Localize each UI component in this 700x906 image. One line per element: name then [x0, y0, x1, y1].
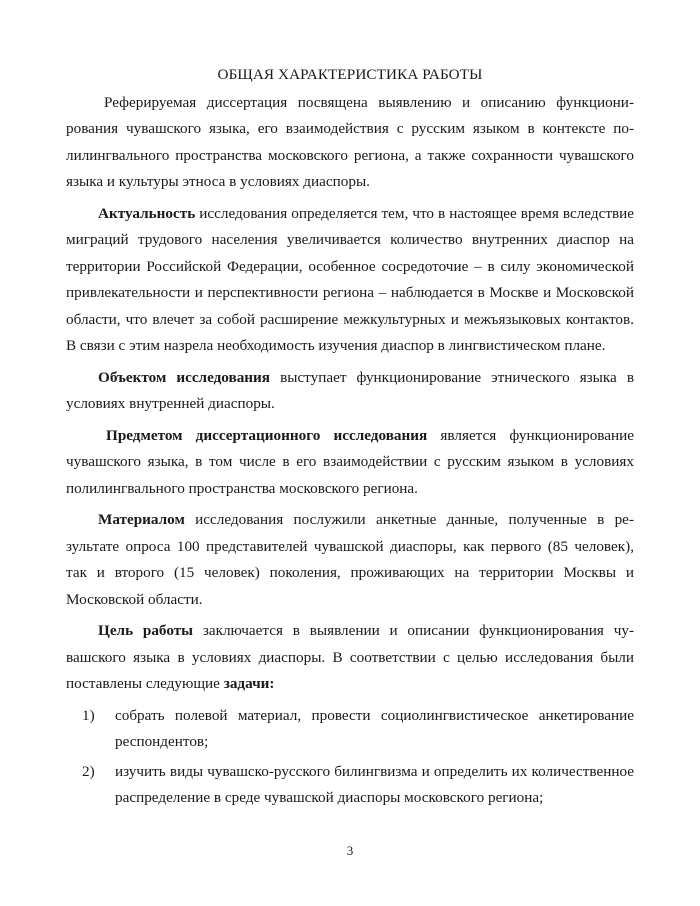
goal-paragraph — [66, 618, 634, 698]
object-paragraph — [66, 365, 634, 418]
object-term: Объектом исследования — [98, 368, 271, 386]
relevance-term: Актуальность — [98, 204, 196, 222]
goal-text: заключается в выявлении и описании функционирования чувашского языка в условиях диаспоры. В соответствии с целью исследования были поставлены следующие — [66, 622, 634, 692]
goal-term: Цель работы — [98, 622, 194, 639]
material-text: исследования послужили анкетные данные, полученные в результате опроса 100 представителей чувашской диаспоры, как первого (85 человек), так и второго (15 человек) поколения, проживающих на территории Москвы и Московской области. — [66, 511, 634, 608]
subject-paragraph — [66, 423, 634, 503]
subject-term: Предметом диссертационного исследования — [106, 426, 428, 444]
list-item-number: 2) — [82, 762, 95, 780]
material-paragraph — [66, 507, 634, 613]
list-item — [82, 759, 634, 812]
relevance-text: исследования определяется тем, что в настоящее время вследствие миграций трудового населения увеличивается количество внутренних диаспор на территории Российской Федерации, особенное сосредоточие – в силу экономической привлекательности и перспективности региона – наблюдается в Москве и Московской области, что влечет за собой расширение межкультурных и межъязыковых контактов. В связи с этим назрела необходимость изучения диаспор в лингвистическом плане. — [66, 204, 634, 354]
list-item — [82, 703, 634, 756]
list-item-number: 1) — [82, 706, 95, 724]
material-term: Материалом — [98, 511, 185, 528]
intro-paragraph: Реферируемая диссертация посвящена выявлению и описанию функционирования чувашского языка, его взаимодействия с русским языком в контексте полилингвального пространства московского региона, а также сохранности чувашского языка и культуры этноса в условиях диаспоры. — [66, 93, 634, 190]
tasks-list — [66, 703, 634, 812]
page-number: 3 — [346, 843, 354, 858]
relevance-paragraph — [66, 201, 634, 360]
list-item-text: изучить виды чувашско-русского билингвизма и определить их количественное распределение в среде чувашской диаспоры московского региона; — [115, 762, 634, 806]
subject-text: является функционирование чувашского языка, в том числе в его взаимодействии с русским языком в условиях полилингвального пространства московского региона. — [66, 426, 634, 497]
tasks-term: задачи: — [223, 675, 275, 692]
section-title: ОБЩАЯ ХАРАКТЕРИСТИКА РАБОТЫ — [217, 66, 483, 83]
list-item-text: собрать полевой материал, провести социолингвистическое анкетирование респондентов; — [115, 706, 634, 750]
document-page — [66, 62, 634, 815]
object-text: выступает функционирование этнического языка в условиях внутренней диаспоры. — [66, 368, 634, 412]
